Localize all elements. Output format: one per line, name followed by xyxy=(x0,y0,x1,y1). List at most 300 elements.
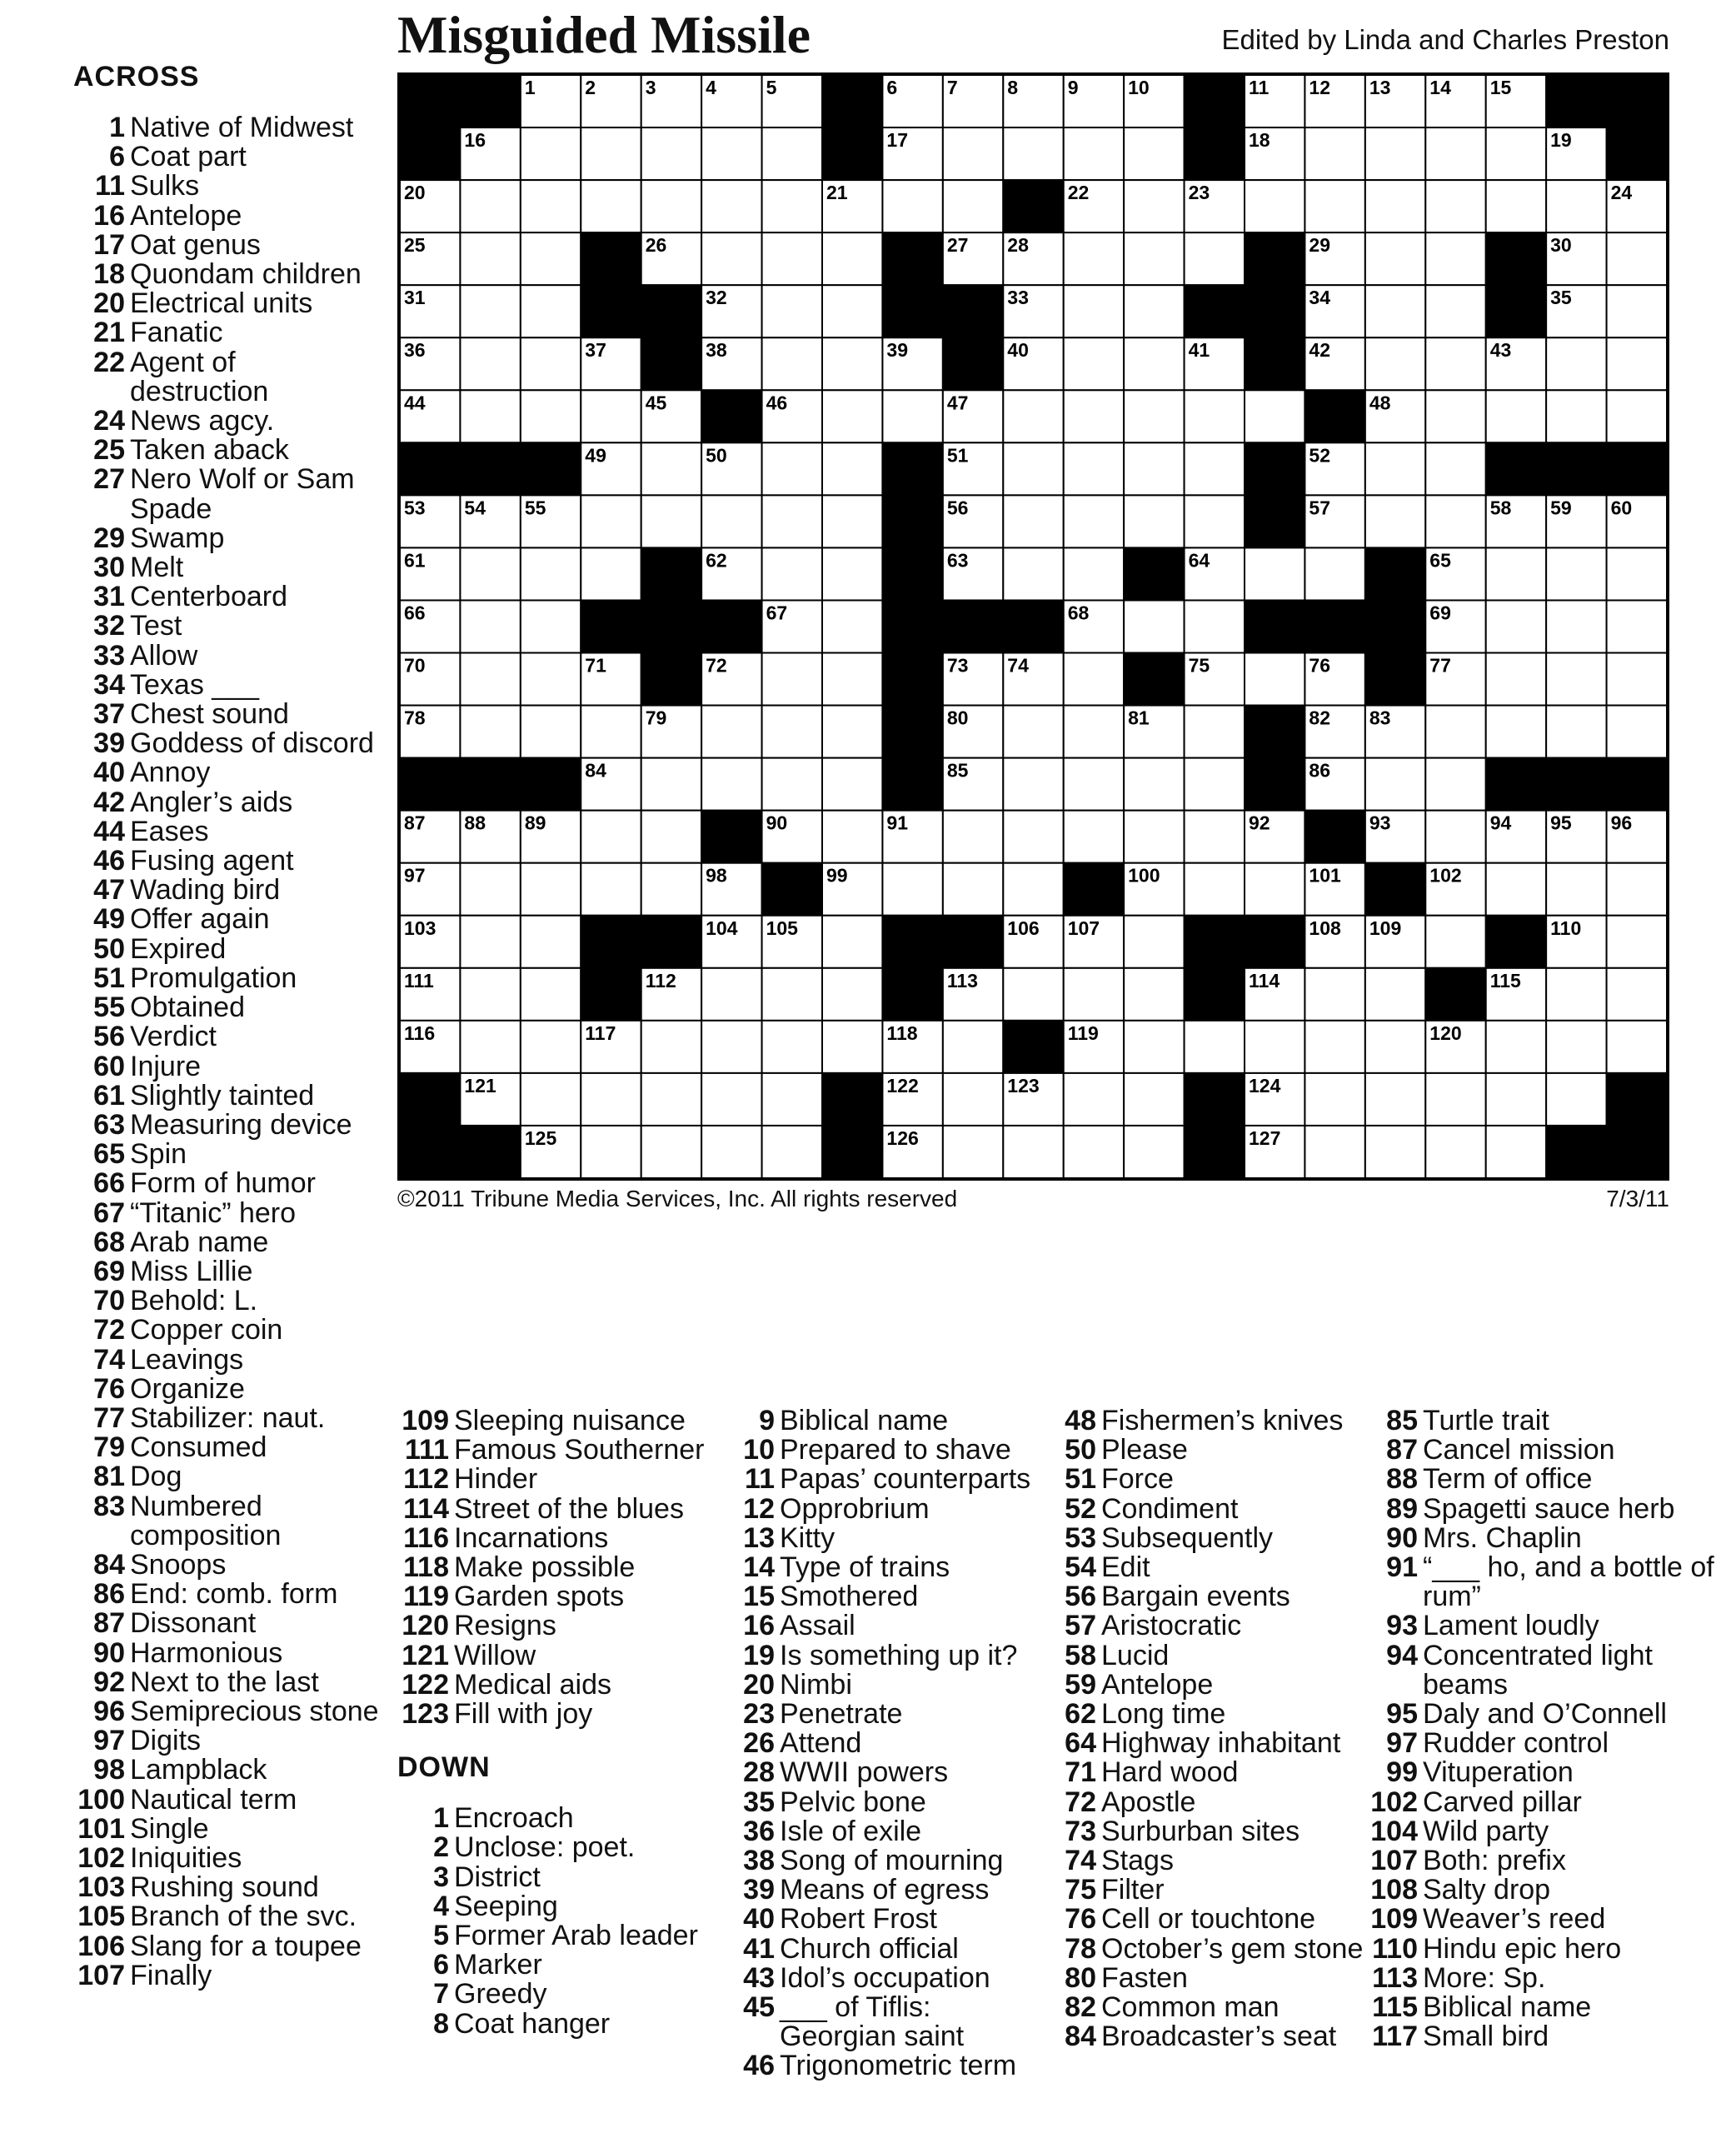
grid-cell[interactable] xyxy=(1185,442,1245,495)
grid-cell[interactable] xyxy=(762,180,822,232)
clue-item[interactable] xyxy=(1366,1436,1716,1465)
clue-item[interactable] xyxy=(397,1921,722,1951)
grid-cell[interactable] xyxy=(1003,968,1063,1021)
grid-cell[interactable] xyxy=(882,180,942,232)
grid-cell[interactable] xyxy=(1003,127,1063,180)
clue-item[interactable] xyxy=(73,788,382,817)
grid-cell[interactable] xyxy=(521,863,581,916)
grid-cell[interactable] xyxy=(521,706,581,758)
grid-cell[interactable] xyxy=(1425,180,1485,232)
clue-item[interactable] xyxy=(723,1582,1048,1611)
grid-cell[interactable] xyxy=(822,442,882,495)
grid-cell[interactable] xyxy=(1546,547,1606,600)
grid-cell[interactable] xyxy=(1185,232,1245,285)
grid-cell[interactable] xyxy=(1546,863,1606,916)
clue-item[interactable] xyxy=(73,905,382,934)
grid-cell[interactable] xyxy=(460,863,520,916)
grid-cell[interactable] xyxy=(762,1073,822,1126)
grid-cell[interactable] xyxy=(1124,968,1184,1021)
clue-item[interactable] xyxy=(1045,1668,1369,1701)
clue-item[interactable] xyxy=(73,1401,382,1434)
clue-item[interactable] xyxy=(73,1697,382,1726)
grid-cell[interactable] xyxy=(1365,495,1425,547)
grid-cell[interactable] xyxy=(1607,653,1667,706)
grid-cell[interactable] xyxy=(1124,390,1184,442)
grid-cell[interactable] xyxy=(521,285,581,337)
grid-cell[interactable] xyxy=(1003,390,1063,442)
grid-cell[interactable] xyxy=(822,600,882,652)
grid-cell[interactable] xyxy=(581,180,641,232)
grid-cell[interactable] xyxy=(882,863,942,916)
clue-item[interactable] xyxy=(1366,1611,1716,1641)
clue-item[interactable] xyxy=(1366,1788,1716,1817)
grid-cell[interactable] xyxy=(1425,1126,1485,1178)
clue-item[interactable] xyxy=(723,1993,1048,2051)
grid-cell[interactable] xyxy=(1124,495,1184,547)
clue-item[interactable] xyxy=(1366,1932,1716,1965)
grid-cell[interactable] xyxy=(943,127,1003,180)
grid-cell[interactable] xyxy=(1124,127,1184,180)
grid-cell[interactable] xyxy=(943,180,1003,232)
clue-item[interactable] xyxy=(397,1641,722,1671)
grid-cell[interactable] xyxy=(1486,127,1546,180)
grid-cell[interactable] xyxy=(1425,811,1485,863)
grid-cell[interactable] xyxy=(701,127,761,180)
grid-cell[interactable] xyxy=(762,285,822,337)
clue-item[interactable] xyxy=(1366,1905,1716,1934)
clue-item[interactable] xyxy=(73,1841,382,1874)
grid-cell[interactable] xyxy=(822,916,882,968)
grid-cell[interactable] xyxy=(943,1126,1003,1178)
clue-item[interactable] xyxy=(397,1492,722,1525)
grid-cell[interactable] xyxy=(1124,1021,1184,1073)
grid-cell[interactable] xyxy=(1064,127,1124,180)
grid-cell[interactable] xyxy=(1425,337,1485,390)
grid-cell[interactable] xyxy=(762,706,822,758)
grid-cell[interactable] xyxy=(701,180,761,232)
grid-cell[interactable] xyxy=(1607,547,1667,600)
grid-cell[interactable] xyxy=(1607,232,1667,285)
clue-item[interactable] xyxy=(73,142,382,172)
grid-cell[interactable] xyxy=(521,337,581,390)
grid-cell[interactable] xyxy=(460,285,520,337)
clue-item[interactable] xyxy=(73,228,382,261)
clue-item[interactable] xyxy=(723,1611,1048,1641)
clue-item[interactable] xyxy=(73,1286,382,1316)
clue-item[interactable] xyxy=(73,1081,382,1111)
clue-item[interactable] xyxy=(73,465,382,523)
grid-cell[interactable] xyxy=(1245,653,1304,706)
grid-cell[interactable] xyxy=(701,1126,761,1178)
grid-cell[interactable] xyxy=(1607,337,1667,390)
grid-cell[interactable] xyxy=(1607,968,1667,1021)
grid-cell[interactable] xyxy=(581,495,641,547)
grid-cell[interactable] xyxy=(1064,1073,1124,1126)
grid-cell[interactable] xyxy=(1607,706,1667,758)
grid-cell[interactable] xyxy=(1546,600,1606,652)
clue-item[interactable] xyxy=(73,172,382,201)
clue-item[interactable] xyxy=(73,1140,382,1169)
grid-cell[interactable] xyxy=(701,1021,761,1073)
grid-cell[interactable] xyxy=(1425,442,1485,495)
clue-item[interactable] xyxy=(73,553,382,582)
grid-cell[interactable] xyxy=(460,180,520,232)
grid-cell[interactable] xyxy=(762,758,822,811)
grid-cell[interactable] xyxy=(1425,285,1485,337)
grid-cell[interactable] xyxy=(762,1021,822,1073)
grid-cell[interactable] xyxy=(641,442,701,495)
grid-cell[interactable] xyxy=(1064,968,1124,1021)
grid-cell[interactable] xyxy=(1003,863,1063,916)
clue-item[interactable] xyxy=(1366,1817,1716,1846)
clue-item[interactable] xyxy=(1366,1876,1716,1905)
grid-cell[interactable] xyxy=(521,1073,581,1126)
clue-item[interactable] xyxy=(1045,1492,1369,1525)
clue-item[interactable] xyxy=(397,1863,722,1892)
grid-cell[interactable] xyxy=(1185,390,1245,442)
clue-item[interactable] xyxy=(723,1932,1048,1965)
clue-item[interactable] xyxy=(723,1817,1048,1846)
grid-cell[interactable] xyxy=(1064,758,1124,811)
clue-item[interactable] xyxy=(1366,1521,1716,1554)
grid-cell[interactable] xyxy=(1124,442,1184,495)
grid-cell[interactable] xyxy=(1546,706,1606,758)
grid-cell[interactable] xyxy=(1064,442,1124,495)
grid-cell[interactable] xyxy=(1365,232,1425,285)
grid-cell[interactable] xyxy=(822,232,882,285)
clue-item[interactable] xyxy=(397,1465,722,1494)
grid-cell[interactable] xyxy=(1003,1126,1063,1178)
clue-item[interactable] xyxy=(73,1372,382,1405)
grid-cell[interactable] xyxy=(1064,232,1124,285)
grid-cell[interactable] xyxy=(1003,547,1063,600)
grid-cell[interactable] xyxy=(762,232,822,285)
grid-cell[interactable] xyxy=(1304,127,1364,180)
grid-cell[interactable] xyxy=(1365,180,1425,232)
grid-cell[interactable] xyxy=(701,706,761,758)
clue-item[interactable] xyxy=(73,1228,382,1257)
grid-cell[interactable] xyxy=(460,653,520,706)
grid-cell[interactable] xyxy=(822,653,882,706)
grid-cell[interactable] xyxy=(1546,968,1606,1021)
clue-item[interactable] xyxy=(723,1465,1048,1494)
grid-cell[interactable] xyxy=(641,1021,701,1073)
clue-item[interactable] xyxy=(723,2051,1048,2081)
clue-item[interactable] xyxy=(73,582,382,612)
clue-item[interactable] xyxy=(397,1833,722,1862)
grid-cell[interactable] xyxy=(943,863,1003,916)
grid-cell[interactable] xyxy=(1365,442,1425,495)
grid-cell[interactable] xyxy=(1365,127,1425,180)
grid-cell[interactable] xyxy=(460,390,520,442)
grid-cell[interactable] xyxy=(1124,758,1184,811)
clue-item[interactable] xyxy=(73,1022,382,1052)
clue-item[interactable] xyxy=(723,1492,1048,1525)
grid-cell[interactable] xyxy=(1486,1126,1546,1178)
clue-item[interactable] xyxy=(73,260,382,289)
clue-item[interactable] xyxy=(723,1905,1048,1934)
clue-item[interactable] xyxy=(397,1668,722,1701)
clue-item[interactable] xyxy=(73,1609,382,1638)
grid-cell[interactable] xyxy=(1124,1073,1184,1126)
grid-cell[interactable] xyxy=(1245,547,1304,600)
grid-cell[interactable] xyxy=(521,653,581,706)
grid-cell[interactable] xyxy=(1124,285,1184,337)
clue-item[interactable] xyxy=(723,1729,1048,1758)
grid-cell[interactable] xyxy=(1365,337,1425,390)
clue-item[interactable] xyxy=(73,1316,382,1345)
grid-cell[interactable] xyxy=(822,547,882,600)
grid-cell[interactable] xyxy=(1365,1021,1425,1073)
clue-item[interactable] xyxy=(73,1492,382,1551)
clue-item[interactable] xyxy=(73,668,382,701)
grid-cell[interactable] xyxy=(1486,547,1546,600)
clue-item[interactable] xyxy=(1366,1700,1716,1729)
clue-item[interactable] xyxy=(1045,1961,1369,1994)
grid-cell[interactable] xyxy=(1124,811,1184,863)
clue-item[interactable] xyxy=(1366,1406,1716,1436)
grid-cell[interactable] xyxy=(1425,232,1485,285)
clue-item[interactable] xyxy=(73,1873,382,1902)
grid-cell[interactable] xyxy=(1546,653,1606,706)
clue-item[interactable] xyxy=(1045,1846,1369,1876)
grid-cell[interactable] xyxy=(1064,285,1124,337)
grid-cell[interactable] xyxy=(1607,916,1667,968)
grid-cell[interactable] xyxy=(762,547,822,600)
clue-item[interactable] xyxy=(73,1257,382,1286)
clue-item[interactable] xyxy=(1366,1846,1716,1876)
grid-cell[interactable] xyxy=(1003,811,1063,863)
grid-cell[interactable] xyxy=(641,180,701,232)
grid-cell[interactable] xyxy=(1124,600,1184,652)
clue-item[interactable] xyxy=(1045,1553,1369,1582)
grid-cell[interactable] xyxy=(1064,1126,1124,1178)
grid-cell[interactable] xyxy=(521,968,581,1021)
clue-item[interactable] xyxy=(73,964,382,993)
clue-item[interactable] xyxy=(397,2007,722,2040)
grid-cell[interactable] xyxy=(1425,495,1485,547)
grid-cell[interactable] xyxy=(1546,180,1606,232)
clue-item[interactable] xyxy=(1366,1961,1716,1994)
grid-cell[interactable] xyxy=(1607,390,1667,442)
clue-item[interactable] xyxy=(73,1433,382,1462)
clue-item[interactable] xyxy=(397,1804,722,1833)
clue-item[interactable] xyxy=(73,318,382,347)
grid-cell[interactable] xyxy=(581,127,641,180)
grid-cell[interactable] xyxy=(521,127,581,180)
grid-cell[interactable] xyxy=(1607,600,1667,652)
clue-item[interactable] xyxy=(73,1812,382,1845)
grid-cell[interactable] xyxy=(1486,180,1546,232)
grid-cell[interactable] xyxy=(1064,811,1124,863)
clue-item[interactable] xyxy=(73,436,382,465)
clue-item[interactable] xyxy=(1366,2022,1716,2051)
grid-cell[interactable] xyxy=(822,968,882,1021)
clue-item[interactable] xyxy=(1045,1876,1369,1905)
clue-item[interactable] xyxy=(1366,1641,1716,1700)
clue-item[interactable] xyxy=(1045,2022,1369,2051)
clue-item[interactable] xyxy=(1045,1465,1369,1494)
grid-cell[interactable] xyxy=(1185,811,1245,863)
clue-item[interactable] xyxy=(1045,1905,1369,1934)
clue-item[interactable] xyxy=(1366,1758,1716,1787)
clue-item[interactable] xyxy=(73,524,382,553)
clue-item[interactable] xyxy=(1366,1729,1716,1758)
grid-cell[interactable] xyxy=(822,758,882,811)
grid-cell[interactable] xyxy=(521,390,581,442)
grid-cell[interactable] xyxy=(1425,1073,1485,1126)
grid-cell[interactable] xyxy=(521,180,581,232)
grid-cell[interactable] xyxy=(762,127,822,180)
clue-item[interactable] xyxy=(397,1406,722,1436)
grid-cell[interactable] xyxy=(822,495,882,547)
clue-item[interactable] xyxy=(73,199,382,232)
clue-item[interactable] xyxy=(73,348,382,407)
grid-cell[interactable] xyxy=(762,1126,822,1178)
clue-item[interactable] xyxy=(73,700,382,729)
grid-cell[interactable] xyxy=(460,706,520,758)
grid-cell[interactable] xyxy=(1124,916,1184,968)
grid-cell[interactable] xyxy=(701,758,761,811)
grid-cell[interactable] xyxy=(822,706,882,758)
clue-item[interactable] xyxy=(73,1108,382,1141)
clue-item[interactable] xyxy=(73,1052,382,1081)
grid-cell[interactable] xyxy=(521,1021,581,1073)
clue-item[interactable] xyxy=(723,1700,1048,1729)
clue-item[interactable] xyxy=(73,993,382,1022)
grid-cell[interactable] xyxy=(1185,495,1245,547)
grid-cell[interactable] xyxy=(1304,1073,1364,1126)
grid-cell[interactable] xyxy=(581,811,641,863)
grid-cell[interactable] xyxy=(1245,1021,1304,1073)
grid-cell[interactable] xyxy=(641,1073,701,1126)
clue-item[interactable] xyxy=(73,1902,382,1931)
grid-cell[interactable] xyxy=(822,390,882,442)
clue-item[interactable] xyxy=(723,1641,1048,1671)
grid-cell[interactable] xyxy=(641,495,701,547)
grid-cell[interactable] xyxy=(762,653,822,706)
clue-item[interactable] xyxy=(73,847,382,876)
grid-cell[interactable] xyxy=(1607,285,1667,337)
grid-cell[interactable] xyxy=(1425,127,1485,180)
grid-cell[interactable] xyxy=(1425,916,1485,968)
clue-item[interactable] xyxy=(73,1668,382,1697)
clue-item[interactable] xyxy=(723,1876,1048,1905)
grid-cell[interactable] xyxy=(1425,706,1485,758)
clue-item[interactable] xyxy=(73,817,382,847)
grid-cell[interactable] xyxy=(1124,232,1184,285)
grid-cell[interactable] xyxy=(641,863,701,916)
clue-item[interactable] xyxy=(1045,1436,1369,1465)
clue-item[interactable] xyxy=(73,1932,382,1961)
clue-item[interactable] xyxy=(397,1582,722,1611)
clue-item[interactable] xyxy=(73,612,382,641)
grid-cell[interactable] xyxy=(1425,390,1485,442)
clue-item[interactable] xyxy=(73,1961,382,1991)
grid-cell[interactable] xyxy=(1185,1021,1245,1073)
grid-cell[interactable] xyxy=(460,337,520,390)
grid-cell[interactable] xyxy=(460,916,520,968)
clue-item[interactable] xyxy=(397,1700,722,1729)
grid-cell[interactable] xyxy=(1003,758,1063,811)
grid-cell[interactable] xyxy=(943,811,1003,863)
grid-cell[interactable] xyxy=(1546,1073,1606,1126)
grid-cell[interactable] xyxy=(1064,547,1124,600)
grid-cell[interactable] xyxy=(460,600,520,652)
grid-cell[interactable] xyxy=(1486,1021,1546,1073)
grid-cell[interactable] xyxy=(1365,1073,1425,1126)
grid-cell[interactable] xyxy=(581,1126,641,1178)
clue-item[interactable] xyxy=(73,1196,382,1229)
clue-item[interactable] xyxy=(1366,1553,1716,1611)
clue-item[interactable] xyxy=(73,1462,382,1491)
grid-cell[interactable] xyxy=(1064,390,1124,442)
grid-cell[interactable] xyxy=(1546,337,1606,390)
clue-item[interactable] xyxy=(1366,1465,1716,1494)
clue-item[interactable] xyxy=(73,758,382,787)
grid-cell[interactable] xyxy=(521,916,581,968)
clue-item[interactable] xyxy=(1045,1521,1369,1554)
clue-item[interactable] xyxy=(73,113,382,142)
grid-cell[interactable] xyxy=(1365,758,1425,811)
clue-item[interactable] xyxy=(73,1548,382,1581)
grid-cell[interactable] xyxy=(1365,1126,1425,1178)
grid-cell[interactable] xyxy=(521,232,581,285)
grid-cell[interactable] xyxy=(1546,390,1606,442)
grid-cell[interactable] xyxy=(1064,653,1124,706)
clue-item[interactable] xyxy=(397,1436,722,1465)
grid-cell[interactable] xyxy=(1365,285,1425,337)
grid-cell[interactable] xyxy=(1185,706,1245,758)
clue-item[interactable] xyxy=(723,1758,1048,1787)
grid-cell[interactable] xyxy=(1245,390,1304,442)
grid-cell[interactable] xyxy=(581,706,641,758)
grid-cell[interactable] xyxy=(701,968,761,1021)
grid-cell[interactable] xyxy=(1365,968,1425,1021)
clue-item[interactable] xyxy=(723,1521,1048,1554)
grid-cell[interactable] xyxy=(762,337,822,390)
clue-item[interactable] xyxy=(73,407,382,436)
clue-item[interactable] xyxy=(397,1521,722,1554)
grid-cell[interactable] xyxy=(581,863,641,916)
grid-cell[interactable] xyxy=(1003,706,1063,758)
grid-cell[interactable] xyxy=(762,442,822,495)
grid-cell[interactable] xyxy=(1486,863,1546,916)
clue-item[interactable] xyxy=(73,639,382,672)
grid-cell[interactable] xyxy=(1304,968,1364,1021)
grid-cell[interactable] xyxy=(460,968,520,1021)
clue-item[interactable] xyxy=(723,1788,1048,1817)
grid-cell[interactable] xyxy=(1546,1021,1606,1073)
grid-cell[interactable] xyxy=(641,811,701,863)
clue-item[interactable] xyxy=(1045,1932,1369,1965)
clue-item[interactable] xyxy=(1045,1641,1369,1671)
clue-item[interactable] xyxy=(73,1169,382,1198)
grid-cell[interactable] xyxy=(1486,390,1546,442)
grid-cell[interactable] xyxy=(882,390,942,442)
grid-cell[interactable] xyxy=(641,758,701,811)
grid-cell[interactable] xyxy=(1304,1021,1364,1073)
grid-cell[interactable] xyxy=(1425,758,1485,811)
clue-item[interactable] xyxy=(73,289,382,318)
grid-cell[interactable] xyxy=(1486,1073,1546,1126)
grid-cell[interactable] xyxy=(1003,442,1063,495)
grid-cell[interactable] xyxy=(1607,863,1667,916)
grid-cell[interactable] xyxy=(581,547,641,600)
grid-cell[interactable] xyxy=(1124,337,1184,390)
grid-cell[interactable] xyxy=(521,600,581,652)
grid-cell[interactable] xyxy=(943,1021,1003,1073)
